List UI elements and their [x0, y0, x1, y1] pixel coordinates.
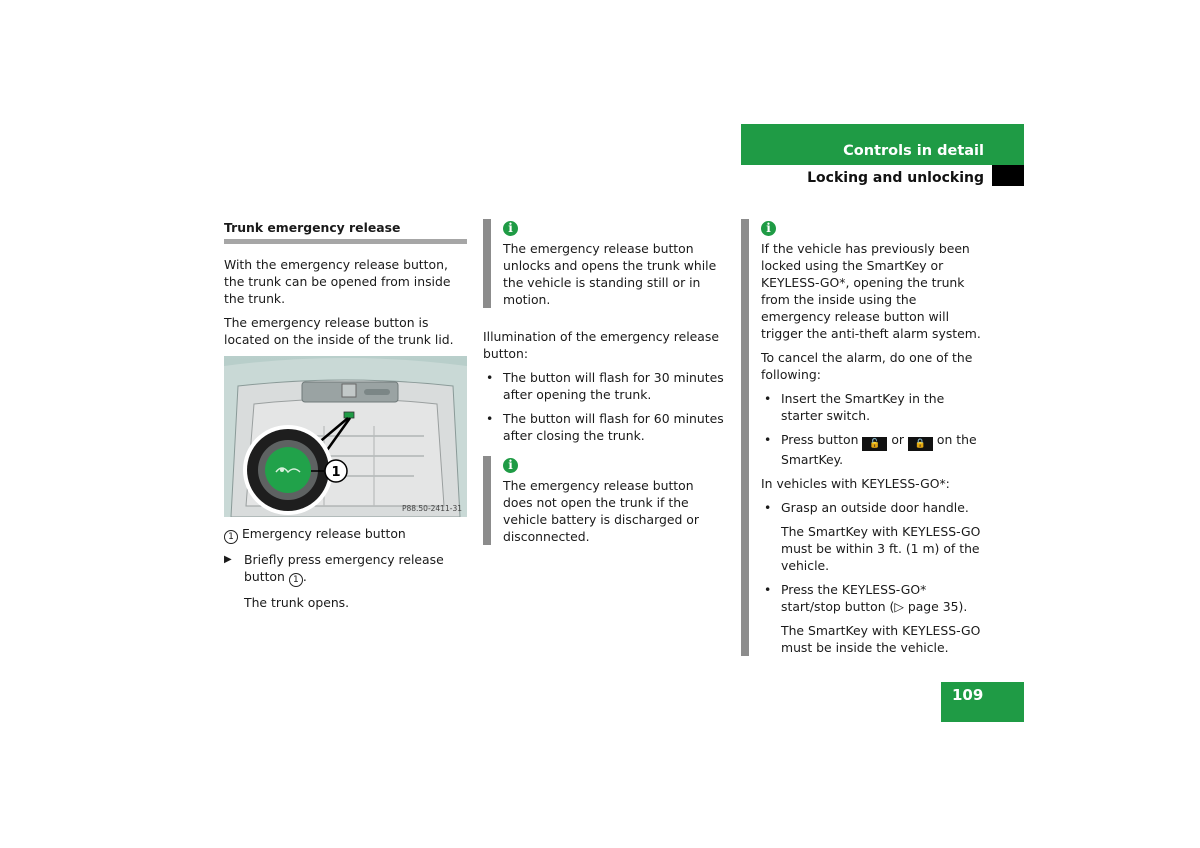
step-number: 1	[289, 573, 303, 587]
list-item: • Press the KEYLESS-GO* start/stop button (▷ page 35).	[764, 582, 968, 614]
trunk-key-icon: 🔒	[908, 437, 933, 451]
list-item: • The button will flash for 60 minutes after closing the trunk.	[486, 411, 724, 443]
info-icon: i	[503, 458, 518, 473]
info-icon: i	[503, 221, 518, 236]
paragraph: Illumination of the emergency release button:	[483, 329, 719, 361]
figure-code: P88.50-2411-31	[401, 504, 462, 513]
paragraph: The emergency release button is located on the inside of the trunk lid.	[224, 315, 454, 347]
list-item: • The button will flash for 30 minutes after opening the trunk.	[486, 370, 724, 402]
column-2	[483, 219, 727, 565]
paragraph: To cancel the alarm, do one of the following:	[761, 350, 973, 382]
list-item-detail: The SmartKey with KEYLESS-GO must be within 3 ft. (1 m) of the vehicle.	[781, 524, 981, 573]
list-item-text: Insert the SmartKey in the starter switch.	[781, 391, 945, 423]
trunk-release-heading: Trunk emergency release	[224, 219, 467, 244]
list-item-detail: The SmartKey with KEYLESS-GO must be inside the vehicle.	[781, 623, 981, 655]
info-note-2	[483, 456, 727, 545]
column-3	[741, 219, 989, 676]
paragraph: In vehicles with KEYLESS-GO*:	[761, 476, 950, 491]
column-1	[224, 219, 467, 618]
list-item-text: or	[891, 432, 905, 447]
step-arrow-icon: ▶	[224, 554, 232, 565]
note-bar	[483, 456, 491, 545]
unlock-key-icon: 🔓	[862, 437, 887, 451]
info-note-1	[483, 219, 727, 308]
instruction-step: ▶ Briefly press emergency release button 1 .	[224, 552, 444, 585]
note-bar	[741, 219, 749, 656]
step-text: Briefly press emergency release button	[244, 552, 444, 584]
legend-number: 1	[224, 530, 238, 544]
note-text: The emergency release button unlocks and opens the trunk while the vehicle is standing still or in motion.	[503, 241, 717, 307]
list-item-text: Grasp an outside door handle.	[781, 500, 969, 515]
list-item-text: on the SmartKey.	[781, 432, 977, 467]
list-item: • Press button 🔓 or 🔒 on the SmartKey.	[764, 432, 977, 467]
legend-text: Emergency release button	[241, 526, 406, 541]
figure-legend	[224, 525, 467, 544]
list-item-text: The button will flash for 30 minutes after opening the trunk.	[503, 370, 724, 402]
list-item-text: Press the KEYLESS-GO* start/stop button (▷ page 35).	[781, 582, 968, 614]
info-note-3	[741, 219, 989, 656]
paragraph: With the emergency release button, the trunk can be opened from inside the trunk.	[224, 257, 451, 306]
page-number: 109	[952, 686, 984, 704]
step-result: The trunk opens.	[244, 595, 350, 610]
note-text: If the vehicle has previously been locked using the SmartKey or KEYLESS-GO*, opening the trunk from the inside using the emergency release button will trigger the anti-theft alarm system.	[761, 241, 981, 341]
chapter-title: Controls in detail	[843, 143, 984, 159]
list-item-text: Press button	[781, 432, 859, 447]
list-item-text: The button will flash for 60 minutes after closing the trunk.	[503, 411, 724, 443]
chapter-header-band	[741, 124, 1024, 165]
trunk-lid-figure	[224, 356, 467, 517]
section-title: Locking and unlocking	[807, 170, 984, 186]
figure-callout-number: 1	[331, 465, 341, 480]
note-text: The emergency release button does not open the trunk if the vehicle battery is discharged or disconnected.	[503, 478, 699, 544]
section-marker	[992, 165, 1024, 186]
trunk-lid-illustration	[224, 356, 467, 517]
list-item: • Grasp an outside door handle.	[764, 500, 969, 515]
page-number-badge	[941, 682, 1024, 722]
list-item: • Insert the SmartKey in the starter switch.	[764, 391, 945, 423]
info-icon: i	[761, 221, 776, 236]
note-bar	[483, 219, 491, 308]
